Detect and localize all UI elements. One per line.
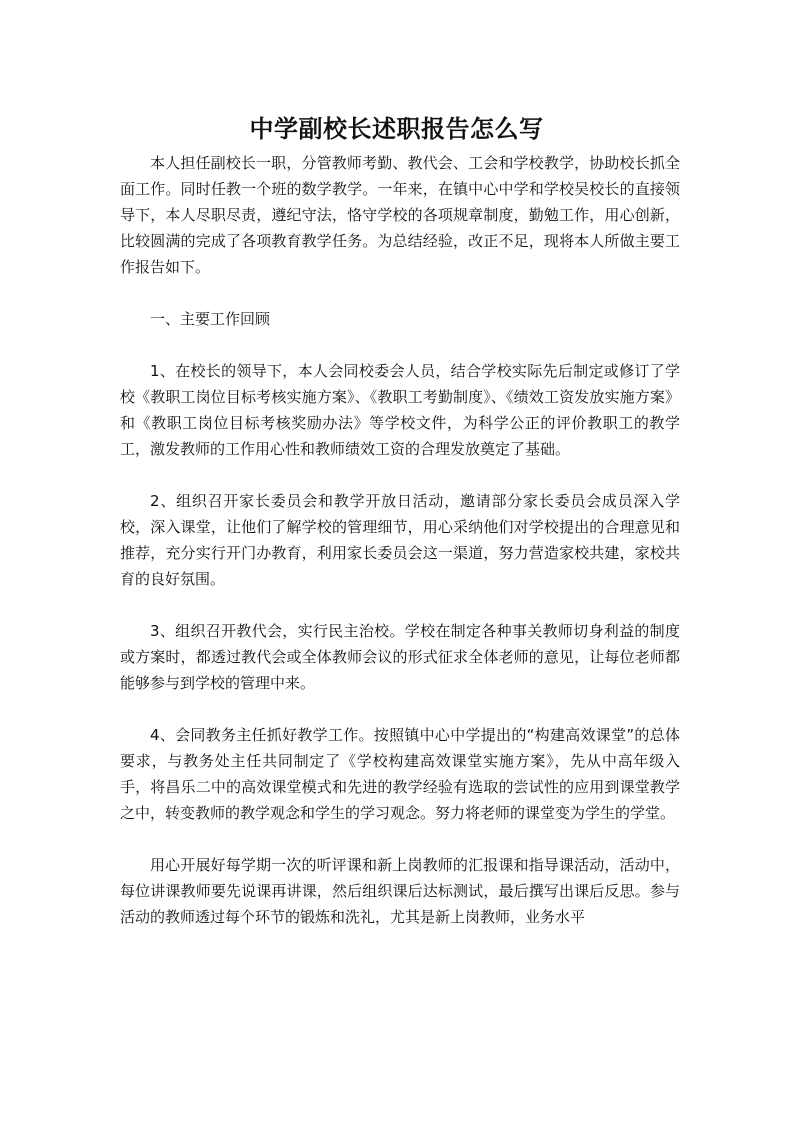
paragraph-spacer <box>120 592 680 618</box>
section-heading: 一、主要工作回顾 <box>150 310 271 328</box>
paragraph-spacer <box>120 826 680 852</box>
item-3-paragraph: 3、组织召开教代会，实行民主治校。学校在制定各种事关教师切身利益的制度或方案时，都透过教代会或全体教师会议的形式征求全体老师的意见，让每位老师都能够参与到学校的管理中来。 <box>120 622 680 692</box>
document-title: 中学副校长述职报告怎么写 <box>249 115 544 143</box>
continuation-paragraph: 用心开展好每学期一次的听评课和新上岗教师的汇报课和指导课活动，活动中，每位讲课教师要先说课再讲课，然后组织课后达标测试，最后撰写出课后反思。参与活动的教师透过每个环节的锻炼和洗礼，尤其是新上岗教师，业务水平 <box>120 856 680 926</box>
item-4-paragraph: 4、会同教务主任抓好教学工作。按照镇中心中学提出的“构建高效课堂”的总体要求，与教务处主任共同制定了《学校构建高效课堂实施方案》，先从中高年级入手，将昌乐二中的高效课堂模式和先进的教学经验有选取的尝试性的应用到课堂教学之中，转变教师的教学观念和学生的学习观念。努力将老师的课堂变为学生的学堂。 <box>120 726 680 822</box>
item-1-paragraph: 1、在校长的领导下，本人会同校委会人员，结合学校实际先后制定或修订了学校《教职工岗位目标考核实施方案》、《教职工考勤制度》、《绩效工资发放实施方案》和《教职工岗位目标考核奖励办法》等学校文件，为科学公正的评价教职工的教学工，激发教师的工作用心性和教师绩效工资的合理发放奠定了基础。 <box>120 362 680 458</box>
paragraph-spacer <box>120 696 680 722</box>
paragraph-spacer <box>120 462 680 488</box>
paragraph-spacer <box>120 332 680 358</box>
intro-paragraph: 本人担任副校长一职，分管教师考勤、教代会、工会和学校教学，协助校长抓全面工作。同时任教一个班的数学教学。一年来，在镇中心中学和学校吴校长的直接领导下，本人尽职尽责，遵纪守法，恪守学校的各项规章制度，勤勉工作，用心创新，比较圆满的完成了各项教育教学任务。为总结经验，改正不足，现将本人所做主要工作报告如下。 <box>120 154 680 276</box>
document-body <box>120 150 680 930</box>
paragraph-spacer <box>120 280 680 306</box>
item-2-paragraph: 2、组织召开家长委员会和教学开放日活动，邀请部分家长委员会成员深入学校，深入课堂，让他们了解学校的管理细节，用心采纳他们对学校提出的合理意见和推荐，充分实行开门办教育，利用家长委员会这一渠道，努力营造家校共建，家校共育的良好氛围。 <box>120 492 680 588</box>
